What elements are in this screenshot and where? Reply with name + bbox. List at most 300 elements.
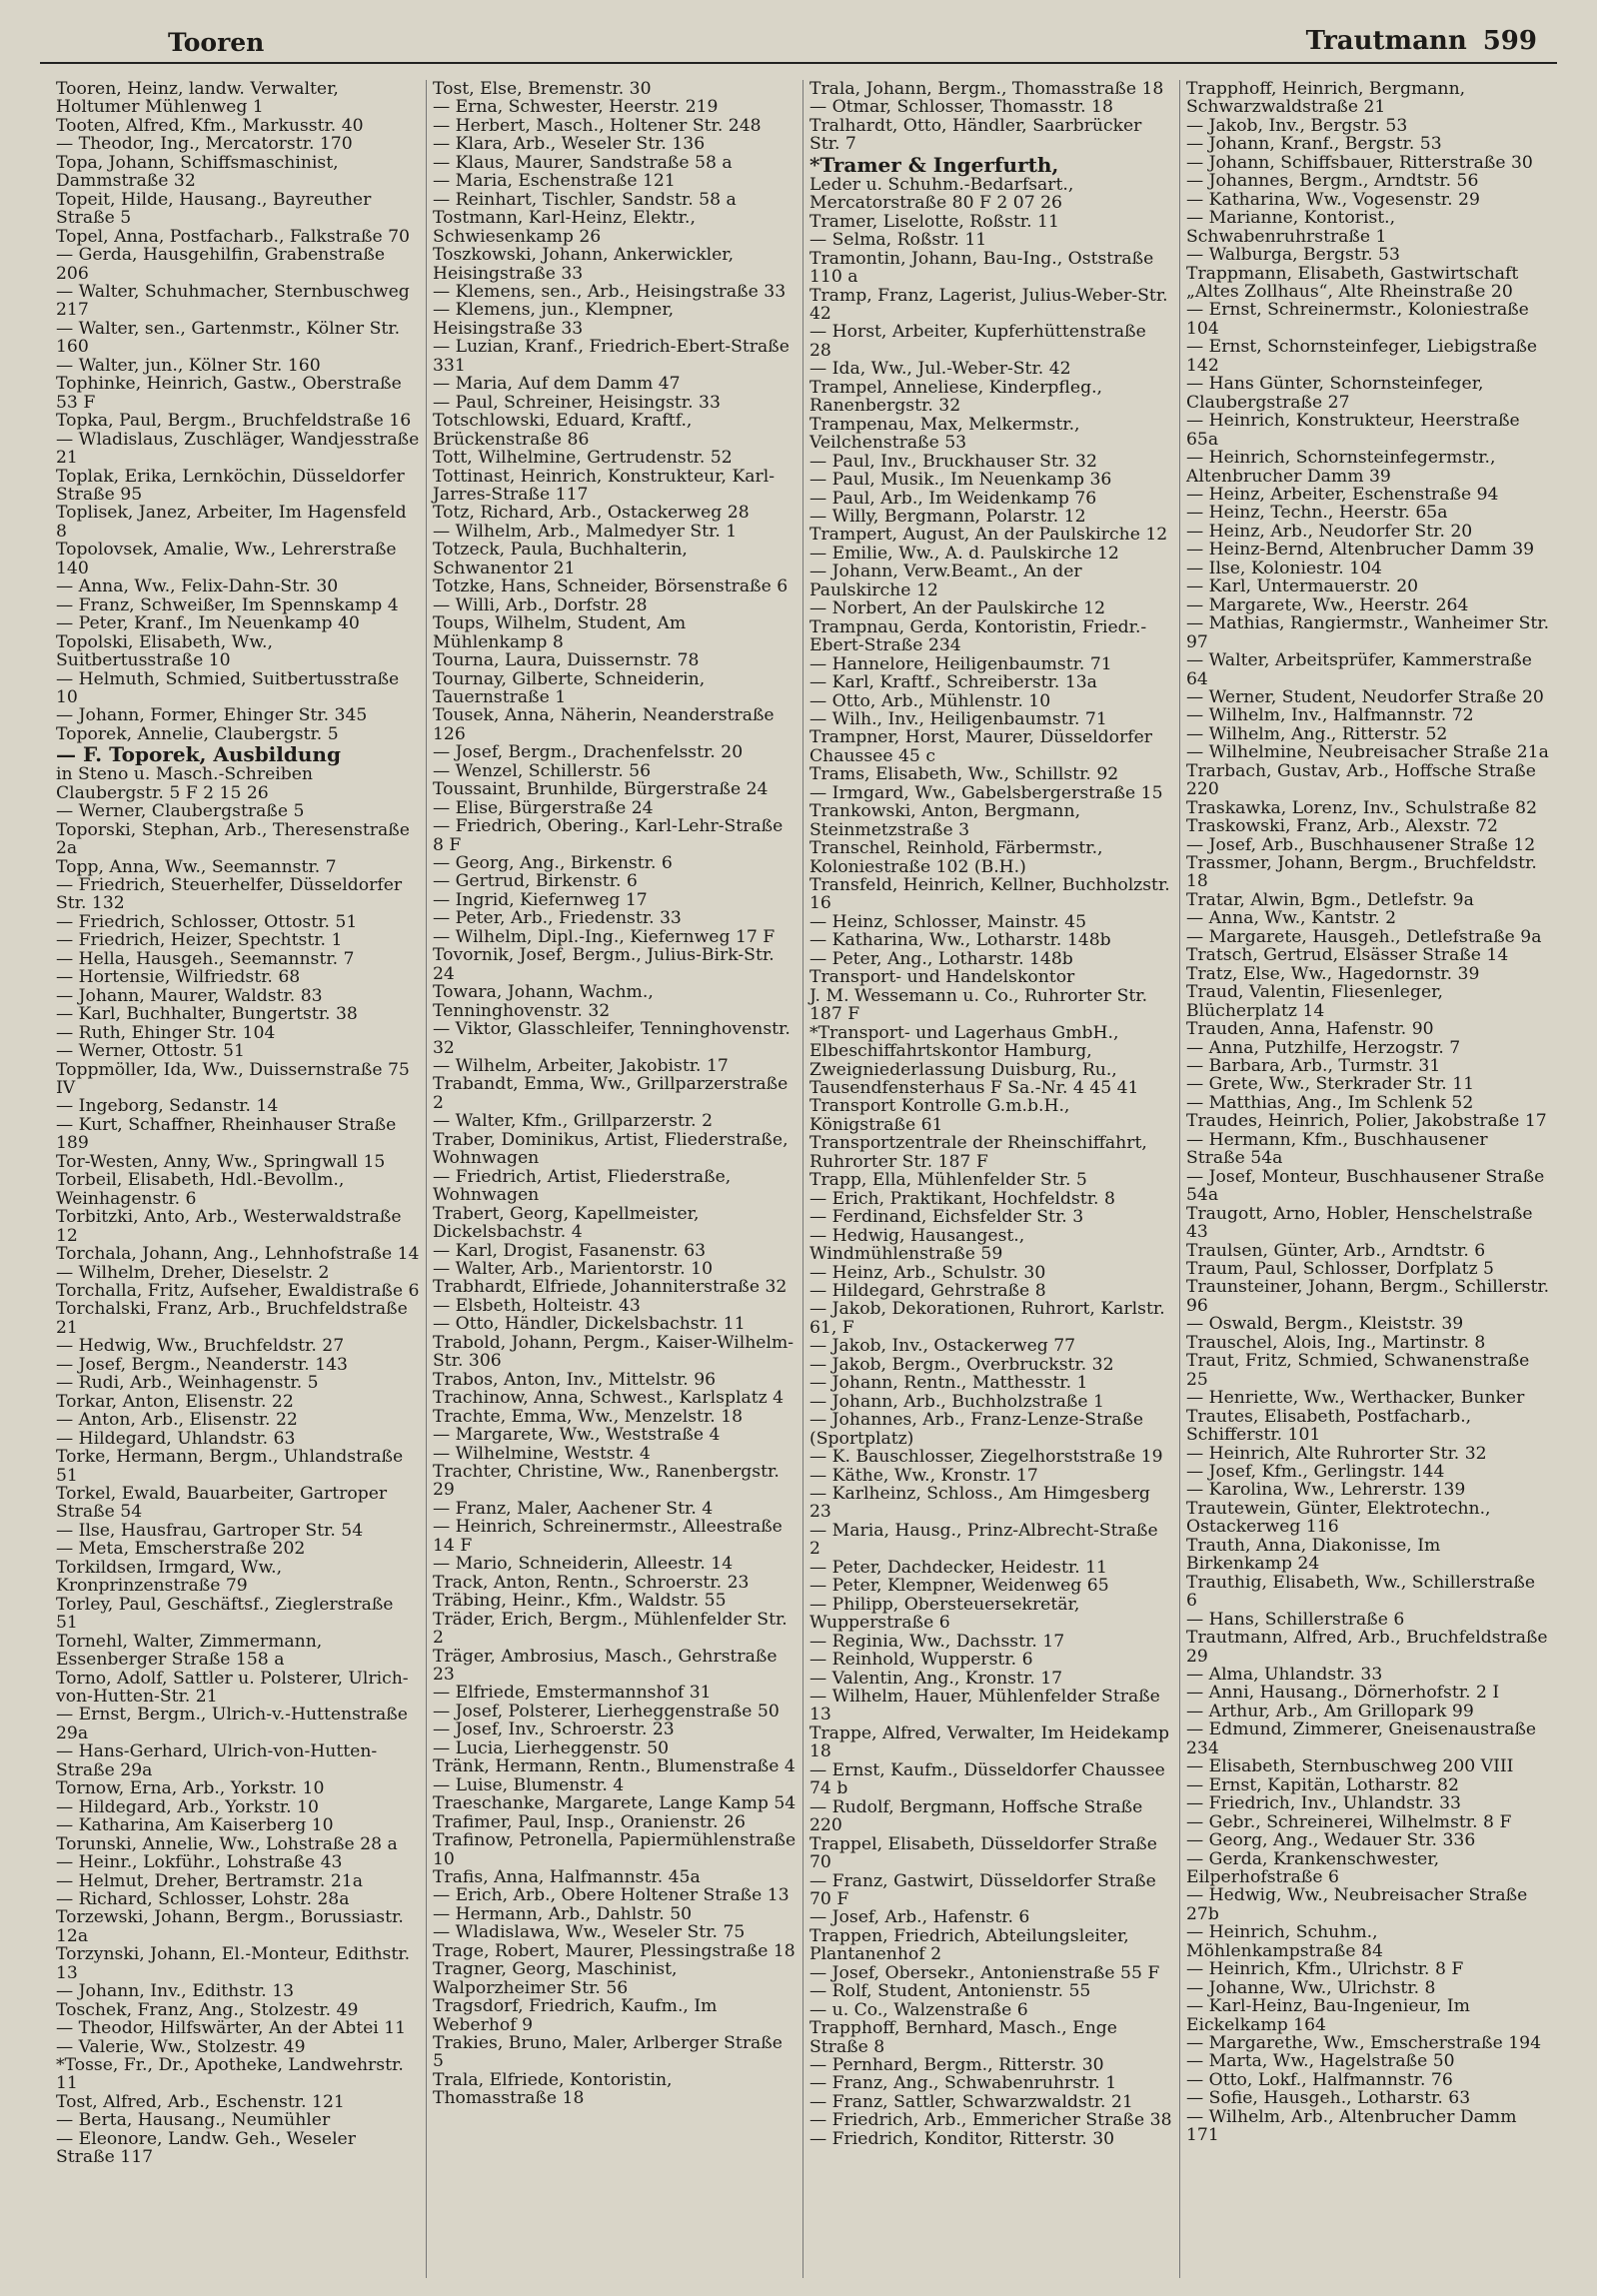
directory-entry: — Ernst, Kapitän, Lotharstr. 82 [1186, 1774, 1459, 1795]
directory-entry: — Walter, jun., Kölner Str. 160 [56, 355, 321, 376]
directory-entry: Towara, Johann, Wachm., Tenninghovenstr. 32 [433, 982, 654, 1021]
directory-entry: — Ingrid, Kiefernweg 17 [433, 889, 648, 910]
directory-entry: — Elfriede, Emstermannshof 31 [433, 1683, 712, 1704]
directory-entry: — Maria, Auf dem Damm 47 [433, 374, 681, 395]
page-header [40, 22, 1557, 64]
directory-entry: — Maria, Eschenstraße 121 [433, 171, 676, 192]
directory-entry: — Jakob, Inv., Bergstr. 53 [1186, 115, 1408, 136]
directory-entry: Tooten, Alfred, Kfm., Markusstr. 40 [56, 115, 364, 136]
directory-entry: — Johann, Rentn., Matthesstr. 1 [809, 1373, 1088, 1394]
directory-entry: Tost, Else, Bremenstr. 30 [433, 80, 652, 99]
directory-entry: — Anni, Hausang., Dörnerhofstr. 2 I [1186, 1683, 1500, 1704]
directory-entry: — Pernhard, Bergm., Ritterstr. 30 [809, 2055, 1104, 2076]
directory-entry: Traskowski, Franz, Arb., Alexstr. 72 [1186, 816, 1498, 837]
directory-entry: *Transport- und Lagerhaus GmbH., [809, 1022, 1119, 1043]
directory-entry: — Hans Günter, Schornsteinfeger, Claubergstraße 27 [1186, 374, 1484, 413]
directory-entry: Trautes, Elisabeth, Postfacharb., Schifferstr. 101 [1186, 1406, 1472, 1446]
directory-entry: — Richard, Schlosser, Lohstr. 28a [56, 1888, 350, 1909]
directory-entry: — Helmut, Dreher, Bertramstr. 21a [56, 1870, 363, 1891]
directory-entry: Toussaint, Brunhilde, Bürgerstraße 24 [433, 779, 769, 800]
directory-entry: — Reinhold, Wupperstr. 6 [809, 1650, 1033, 1671]
directory-entry: — Otto, Lokf., Halfmannstr. 76 [1186, 2069, 1453, 2090]
directory-entry: Trabold, Johann, Pergm., Kaiser-Wilhelm-Str. 306 [433, 1332, 795, 1372]
directory-entry: — Marta, Ww., Hagelstraße 50 [1186, 2051, 1455, 2072]
directory-entry: — Karl, Buchhalter, Bungertstr. 38 [56, 1004, 358, 1025]
directory-entry: Trabos, Anton, Inv., Mittelstr. 96 [433, 1369, 717, 1390]
directory-entry: — Wilhelm, Arbeiter, Jakobistr. 17 [433, 1056, 729, 1077]
directory-entry: — Hortensie, Wilfriedstr. 68 [56, 967, 301, 988]
column-2 [427, 80, 803, 2278]
directory-entry: — Edmund, Zimmerer, Gneisenaustraße 234 [1186, 1720, 1537, 1758]
directory-entry: — Gerda, Hausgehilfin, Grabenstraße 206 [56, 245, 386, 284]
directory-entry: Tournay, Gilberte, Schneiderin, Tauernstraße 1 [433, 668, 706, 707]
directory-entry: Träder, Erich, Bergm., Mühlenfelder Str. 2 [433, 1609, 788, 1649]
directory-entry: — Hildegard, Gehrstraße 8 [809, 1281, 1046, 1301]
directory-entry: Traugott, Arno, Hobler, Henschelstraße 43 [1186, 1203, 1533, 1243]
directory-entry: Tovornik, Josef, Bergm., Julius-Birk-Str. 24 [433, 945, 775, 984]
column-1 [50, 80, 427, 2278]
directory-entry: — Margarete, Hausgeh., Detlefstraße 9a [1186, 926, 1542, 947]
directory-entry: Träger, Ambrosius, Masch., Gehrstraße 23 [433, 1646, 778, 1685]
directory-entry: Trampner, Horst, Maurer, Düsseldorfer Chaussee 45 c [809, 727, 1152, 766]
directory-entry: Topolovsek, Amalie, Ww., Lehrerstraße 140 [56, 540, 397, 578]
directory-entry: Torbitzki, Anto, Arb., Westerwaldstraße 12 [56, 1207, 402, 1246]
directory-entry: — Josef, Arb., Buschhausener Straße 12 [1186, 834, 1536, 855]
directory-entry: Trampel, Anneliese, Kinderpfleg., Ranenbergstr. 32 [809, 377, 1102, 417]
directory-entry: *Tosse, Fr., Dr., Apotheke, Landwehrstr. 11 [56, 2055, 404, 2094]
directory-entry: Traudes, Heinrich, Polier, Jakobstraße 17 [1186, 1111, 1547, 1132]
directory-entry: — Ilse, Koloniestr. 104 [1186, 558, 1382, 578]
directory-entry: Trakies, Bruno, Maler, Arlberger Straße 5 [433, 2033, 783, 2072]
directory-entry: — K. Bauschlosser, Ziegelhorststraße 19 [809, 1447, 1163, 1468]
directory-entry: Trage, Robert, Maurer, Plessingstraße 18 [433, 1940, 796, 1961]
directory-entry: Tratsch, Gertrud, Elsässer Straße 14 [1186, 945, 1509, 966]
directory-entry: Torley, Paul, Geschäftsf., Zieglerstraße 51 [56, 1594, 394, 1634]
directory-entry: — Klara, Arb., Weseler Str. 136 [433, 134, 706, 155]
directory-entry: — Viktor, Glasschleifer, Tenninghovenstr. 32 [433, 1019, 791, 1058]
directory-entry: Trauthig, Elisabeth, Ww., Schillerstraße 6 [1186, 1572, 1536, 1612]
directory-entry: Traskawka, Lorenz, Inv., Schulstraße 82 [1186, 797, 1538, 818]
directory-entry: — Anna, Ww., Felix-Dahn-Str. 30 [56, 576, 339, 597]
directory-entry: Totzke, Hans, Schneider, Börsenstraße 6 [433, 576, 789, 597]
columns [50, 80, 1559, 2278]
directory-entry: — Otto, Arb., Mühlenstr. 10 [809, 690, 1051, 711]
directory-entry: Trampert, August, An der Paulskirche 12 [809, 525, 1168, 546]
directory-entry: — Lucia, Lierheggenstr. 50 [433, 1737, 670, 1758]
directory-entry: — Walburga, Bergstr. 53 [1186, 245, 1400, 266]
directory-entry: — Heinz-Bernd, Altenbrucher Damm 39 [1186, 540, 1535, 561]
directory-entry: Trappen, Friedrich, Abteilungsleiter, Plantanenhof 2 [809, 1925, 1129, 1965]
directory-entry: — Ernst, Kaufm., Düsseldorfer Chaussee 74 b [809, 1759, 1165, 1799]
directory-entry: Tratz, Else, Ww., Hagedornstr. 39 [1186, 963, 1480, 984]
directory-entry: Torbeil, Elisabeth, Hdl.-Bevollm., Weinhagenstr. 6 [56, 1170, 345, 1209]
directory-entry: — Wenzel, Schillerstr. 56 [433, 760, 652, 781]
directory-entry: — Erich, Praktikant, Hochfeldstr. 8 [809, 1188, 1115, 1209]
directory-entry: Toporek, Annelie, Claubergstr. 5 [56, 723, 339, 744]
directory-entry: Tramontin, Johann, Bau-Ing., Oststraße 110 a [809, 248, 1154, 288]
directory-entry: — Reinhart, Tischler, Sandstr. 58 a [433, 189, 737, 210]
directory-entry: — Friedrich, Schlosser, Ottostr. 51 [56, 911, 358, 932]
directory-entry: Tratar, Alwin, Bgm., Detlefstr. 9a [1186, 889, 1474, 910]
directory-entry: Tränk, Hermann, Rentn., Blumenstraße 4 [433, 1756, 796, 1777]
directory-entry: — Ida, Ww., Jul.-Weber-Str. 42 [809, 359, 1071, 380]
directory-entry: — Gertrud, Birkenstr. 6 [433, 871, 638, 892]
directory-entry: — Herbert, Masch., Holtener Str. 248 [433, 115, 762, 136]
directory-entry: — Heinz, Arbeiter, Eschenstraße 94 [1186, 484, 1499, 505]
directory-entry: — Erich, Arb., Obere Holtener Straße 13 [433, 1885, 790, 1906]
directory-entry: Trabert, Georg, Kapellmeister, Dickelsbachstr. 4 [433, 1203, 700, 1243]
directory-entry: — Valentin, Ang., Kronstr. 17 [809, 1668, 1063, 1689]
directory-entry: Transportzentrale der Rheinschiffahrt, Ruhrorter Str. 187 F [809, 1133, 1147, 1172]
directory-entry: Toplak, Erika, Lernköchin, Düsseldorfer Straße 95 [56, 466, 405, 505]
directory-entry: — Wilhelm, Ang., Ritterstr. 52 [1186, 723, 1448, 744]
directory-entry: — Friedrich, Arb., Emmericher Straße 38 [809, 2110, 1172, 2131]
directory-entry: — Barbara, Arb., Turmstr. 31 [1186, 1056, 1441, 1077]
directory-entry: — Karlheinz, Schloss., Am Himgesberg 23 [809, 1483, 1150, 1523]
directory-entry: — Reginia, Ww., Dachsstr. 17 [809, 1631, 1065, 1652]
directory-entry: — Werner, Claubergstraße 5 [56, 801, 305, 822]
directory-entry: Tragsdorf, Friedrich, Kaufm., Im Weberhof 9 [433, 1996, 718, 2035]
directory-entry: Tousek, Anna, Näherin, Neanderstraße 126 [433, 705, 775, 744]
directory-entry: Tor-Westen, Anny, Ww., Springwall 15 [56, 1151, 386, 1172]
directory-entry: — Friedrich, Inv., Uhlandstr. 33 [1186, 1793, 1461, 1814]
directory-entry: — Walter, Arbeitsprüfer, Kammerstraße 64 [1186, 650, 1532, 689]
directory-entry: — Ingeborg, Sedanstr. 14 [56, 1096, 279, 1117]
directory-entry: — Peter, Arb., Friedenstr. 33 [433, 908, 682, 929]
directory-entry: — Irmgard, Ww., Gabelsbergerstraße 15 [809, 782, 1163, 803]
directory-entry: Tostmann, Karl-Heinz, Elektr., Schwiesenkamp 26 [433, 208, 696, 247]
directory-entry: Toschek, Franz, Ang., Stolzestr. 49 [56, 1999, 359, 2020]
directory-entry: — Otmar, Schlosser, Thomasstr. 18 [809, 97, 1113, 118]
directory-entry: — Johann, Verw.Beamt., An der Paulskirche 12 [809, 562, 1082, 600]
directory-entry: Toporski, Stephan, Arb., Theresenstraße 2a [56, 819, 410, 859]
directory-entry: — Klaus, Maurer, Sandstraße 58 a [433, 152, 733, 173]
directory-entry: — Ferdinand, Eichsfelder Str. 3 [809, 1207, 1084, 1228]
header-left-keyword: Tooren [168, 28, 265, 57]
directory-entry: — Peter, Dachdecker, Heidestr. 11 [809, 1557, 1107, 1578]
directory-entry: — Hans, Schillerstraße 6 [1186, 1609, 1405, 1630]
directory-entry: — Wilhelm, Arb., Altenbrucher Damm 171 [1186, 2106, 1517, 2146]
directory-entry: — Josef, Inv., Schroerstr. 23 [433, 1720, 675, 1740]
directory-entry: — Margarete, Ww., Weststraße 4 [433, 1425, 721, 1446]
directory-entry: — Klemens, sen., Arb., Heisingstraße 33 [433, 281, 787, 302]
directory-entry: Traum, Paul, Schlosser, Dorfplatz 5 [1186, 1259, 1494, 1279]
directory-entry: — Valerie, Ww., Stolzestr. 49 [56, 2036, 306, 2057]
directory-entry: Trampnau, Gerda, Kontoristin, Friedr.-Ebert-Straße 234 [809, 616, 1147, 656]
directory-entry: — u. Co., Walzenstraße 6 [809, 1999, 1028, 2020]
directory-entry: Trauth, Anna, Diakonisse, Im Birkenkamp 24 [1186, 1535, 1441, 1575]
directory-entry: — Karl-Heinz, Bau-Ingenieur, Im Eickelkamp 164 [1186, 1996, 1470, 2035]
directory-entry: — Friedrich, Steuerhelfer, Düsseldorfer Str. 132 [56, 875, 403, 914]
directory-entry: Träbing, Heinr., Kfm., Waldstr. 55 [433, 1591, 727, 1612]
directory-entry: — Johann, Kranf., Bergstr. 53 [1186, 134, 1442, 155]
directory-entry: — Hannelore, Heiligenbaumstr. 71 [809, 653, 1112, 674]
directory-entry: — Arthur, Arb., Am Grillopark 99 [1186, 1701, 1474, 1722]
directory-entry: Tragner, Georg, Maschinist, Walporzheimer Str. 56 [433, 1959, 678, 1998]
directory-entry: — Katharina, Am Kaiserberg 10 [56, 1815, 334, 1836]
directory-entry: Trarbach, Gustav, Arb., Hoffsche Straße 220 [1186, 760, 1536, 800]
directory-entry: Torkel, Ewald, Bauarbeiter, Gartroper Straße 54 [56, 1483, 388, 1523]
directory-entry: Toszkowski, Johann, Ankerwickler, Heisingstraße 33 [433, 245, 735, 284]
directory-entry: — Emilie, Ww., A. d. Paulskirche 12 [809, 543, 1119, 564]
directory-entry: Trappel, Elisabeth, Düsseldorfer Straße 70 [809, 1833, 1157, 1873]
directory-entry: — Heinrich, Kfm., Ulrichstr. 8 F [1186, 1959, 1464, 1980]
directory-entry: — Sofie, Hausgeh., Lotharstr. 63 [1186, 2088, 1471, 2109]
directory-entry: — Josef, Bergm., Drachenfelsstr. 20 [433, 742, 744, 763]
directory-entry: — Karolina, Ww., Lehrerstr. 139 [1186, 1480, 1466, 1501]
directory-entry: Totschlowski, Eduard, Kraftf., Brückenstraße 86 [433, 411, 693, 450]
directory-entry: Transchel, Reinhold, Färbermstr., Koloniestraße 102 (B.H.) [809, 838, 1103, 877]
directory-entry: — Marianne, Kontorist., Schwabenruhrstraße 1 [1186, 208, 1396, 247]
directory-entry: — Ruth, Ehinger Str. 104 [56, 1022, 276, 1043]
directory-entry: — Theodor, Hilfswärter, An der Abtei 11 [56, 2018, 407, 2039]
directory-entry: Trams, Elisabeth, Ww., Schillstr. 92 [809, 764, 1119, 785]
directory-entry: Tralhardt, Otto, Händler, Saarbrücker Str. 7 [809, 115, 1142, 155]
directory-entry: Leder u. Schuhm.-Bedarfsart., Mercatorstraße 80 F 2 07 26 [809, 174, 1074, 214]
directory-entry: Elbeschiffahrtskontor Hamburg, Zweigniederlassung Duisburg, Ru., Tausendfensterhaus F Sa.-Nr. 4 45 41 [809, 1041, 1139, 1099]
directory-entry: — Anton, Arb., Elisenstr. 22 [56, 1410, 298, 1431]
directory-entry: — Franz, Schweißer, Im Spennskamp 4 [56, 594, 399, 615]
directory-entry: Trankowski, Anton, Bergmann, Steinmetzstraße 3 [809, 801, 1081, 840]
directory-entry: — Eleonore, Landw. Geh., Weseler Straße 117 [56, 2128, 356, 2168]
column-4 [1180, 80, 1557, 2278]
directory-entry: Trapphoff, Heinrich, Bergmann, Schwarzwaldstraße 21 [1186, 80, 1466, 118]
directory-entry: Trala, Elfriede, Kontoristin, Thomasstraße 18 [433, 2069, 673, 2109]
directory-entry: — Katharina, Ww., Vogesenstr. 29 [1186, 189, 1480, 210]
directory-entry: — Josef, Bergm., Neanderstr. 143 [56, 1354, 348, 1375]
directory-entry: — Josef, Kfm., Gerlingstr. 144 [1186, 1461, 1445, 1482]
directory-entry: — Heinrich, Schornsteinfegermstr., Altenbrucher Damm 39 [1186, 448, 1496, 487]
directory-entry: — Ernst, Schreinermstr., Koloniestraße 104 [1186, 300, 1529, 339]
directory-entry: Torunski, Annelie, Ww., Lohstraße 28 a [56, 1833, 398, 1854]
directory-entry: — Heinrich, Schreinermstr., Alleestraße 14 F [433, 1517, 783, 1556]
directory-entry: Totz, Richard, Arb., Ostackerweg 28 [433, 503, 750, 524]
directory-entry: — Hildegard, Arb., Yorkstr. 10 [56, 1796, 319, 1817]
directory-entry: — Ernst, Bergm., Ulrich-v.-Huttenstraße 29a [56, 1705, 408, 1743]
directory-entry: Torchalla, Fritz, Aufseher, Ewaldistraße 6 [56, 1281, 420, 1301]
directory-entry: — Josef, Arb., Hafenstr. 6 [809, 1907, 1030, 1928]
directory-entry: — Mario, Schneiderin, Alleestr. 14 [433, 1554, 734, 1575]
directory-entry: — Rudolf, Bergmann, Hoffsche Straße 220 [809, 1796, 1143, 1836]
directory-entry: Traeschanke, Margarete, Lange Kamp 54 [433, 1793, 797, 1814]
directory-entry: Topolski, Elisabeth, Ww., Suitbertusstraße 10 [56, 631, 273, 671]
directory-entry: J. M. Wessemann u. Co., Ruhrorter Str. 187 F [809, 985, 1148, 1025]
directory-entry: Tramp, Franz, Lagerist, Julius-Weber-Str. 42 [809, 285, 1168, 324]
directory-entry: — Wilhelm, Arb., Malmedyer Str. 1 [433, 521, 738, 542]
directory-entry: — Walter, Schuhmacher, Sternbuschweg 217 [56, 281, 410, 321]
directory-entry: Tooren, Heinz, landw. Verwalter, Holtumer Mühlenweg 1 [56, 80, 339, 118]
directory-entry: Traber, Dominikus, Artist, Fliederstraße, Wohnwagen [433, 1129, 789, 1169]
directory-entry: Trassmer, Johann, Bergm., Bruchfeldstr. 18 [1186, 853, 1537, 892]
directory-entry: — Horst, Arbeiter, Kupferhüttenstraße 28 [809, 322, 1146, 361]
directory-entry: — Elsbeth, Holteistr. 43 [433, 1295, 641, 1316]
directory-entry: — Jakob, Inv., Ostackerweg 77 [809, 1336, 1076, 1357]
directory-entry: — Heinrich, Schuhm., Möhlenkampstraße 84 [1186, 1922, 1383, 1961]
directory-entry: — Mathias, Rangiermstr., Wanheimer Str. 97 [1186, 613, 1550, 652]
directory-entry: — Franz, Gastwirt, Düsseldorfer Straße 70 F [809, 1870, 1156, 1909]
directory-entry: Toups, Wilhelm, Student, Am Mühlenkamp 8 [433, 613, 687, 652]
directory-entry: Transport- und Handelskontor [809, 967, 1075, 988]
directory-entry: Topa, Johann, Schiffsmaschinist, Dammstraße 32 [56, 152, 339, 192]
directory-entry: *Tramer & Ingerfurth, [809, 152, 1059, 177]
directory-entry: — Hans-Gerhard, Ulrich-von-Hutten-Straße 29a [56, 1741, 378, 1780]
directory-entry: Toppmöller, Ida, Ww., Duissernstraße 75 IV [56, 1059, 410, 1099]
directory-entry: — Wilhelm, Hauer, Mühlenfelder Straße 13 [809, 1686, 1160, 1725]
directory-entry: — Paul, Schreiner, Heisingstr. 33 [433, 392, 721, 413]
header-right [1306, 26, 1537, 56]
directory-entry: — Franz, Ang., Schwabenruhrstr. 1 [809, 2073, 1117, 2094]
directory-entry: — Walter, sen., Gartenmstr., Kölner Str. 160 [56, 318, 401, 358]
directory-entry: in Steno u. Masch.-Schreiben Claubergstr. 5 F 2 15 26 [56, 764, 313, 803]
directory-entry: Transfeld, Heinrich, Kellner, Buchholzstr. 16 [809, 875, 1170, 914]
directory-entry: — Anna, Ww., Kantstr. 2 [1186, 908, 1397, 929]
directory-entry: — Philipp, Obersteuersekretär, Wupperstraße 6 [809, 1594, 1080, 1634]
directory-entry: Torkar, Anton, Elisenstr. 22 [56, 1391, 294, 1412]
directory-entry: — Margarethe, Ww., Emscherstraße 194 [1186, 2033, 1542, 2054]
directory-entry: — Peter, Ang., Lotharstr. 148b [809, 948, 1073, 969]
directory-entry: — Josef, Polsterer, Lierheggenstraße 50 [433, 1701, 780, 1722]
directory-entry: — Alma, Uhlandstr. 33 [1186, 1664, 1383, 1685]
directory-entry: Trautewein, Günter, Elektrotechn., Ostackerweg 116 [1186, 1498, 1491, 1538]
directory-entry: — Meta, Emscherstraße 202 [56, 1539, 306, 1560]
directory-entry: Trauschel, Alois, Ing., Martinstr. 8 [1186, 1332, 1486, 1353]
directory-entry: — Johann, Schiffsbauer, Ritterstraße 30 [1186, 152, 1533, 173]
directory-entry: — Matthias, Ang., Im Schlenk 52 [1186, 1092, 1474, 1113]
directory-entry: — Werner, Student, Neudorfer Straße 20 [1186, 686, 1544, 707]
directory-entry: Topp, Anna, Ww., Seemannstr. 7 [56, 856, 337, 877]
directory-entry: — Josef, Monteur, Buschhausener Straße 54a [1186, 1166, 1545, 1206]
directory-entry: Trala, Johann, Bergm., Thomasstraße 18 [809, 80, 1164, 99]
directory-entry: — Wilhelm, Dipl.-Ing., Kiefernweg 17 F [433, 926, 776, 947]
directory-entry: — F. Toporek, Ausbildung [56, 742, 341, 767]
directory-entry: — Erna, Schwester, Heerstr. 219 [433, 97, 719, 118]
directory-entry: Tornow, Erna, Arb., Yorkstr. 10 [56, 1778, 325, 1799]
directory-entry: — Katharina, Ww., Lotharstr. 148b [809, 930, 1111, 951]
directory-entry: Trafinow, Petronella, Papiermühlenstraße 10 [433, 1830, 797, 1869]
directory-entry: — Johann, Arb., Buchholzstraße 1 [809, 1391, 1104, 1412]
directory-entry: — Walter, Kfm., Grillparzerstr. 2 [433, 1111, 714, 1132]
directory-entry: — Hedwig, Ww., Neubreisacher Straße 27b [1186, 1885, 1528, 1924]
directory-entry: Toplisek, Janez, Arbeiter, Im Hagensfeld 8 [56, 503, 407, 542]
directory-entry: Traut, Fritz, Schmied, Schwanenstraße 25 [1186, 1351, 1530, 1390]
directory-entry: Trapphoff, Bernhard, Masch., Enge Straße 8 [809, 2018, 1117, 2057]
directory-entry: — Heinrich, Alte Ruhrorter Str. 32 [1186, 1443, 1487, 1464]
directory-entry: — Elise, Bürgerstraße 24 [433, 797, 654, 818]
directory-entry: — Wilh., Inv., Heiligenbaumstr. 71 [809, 708, 1107, 729]
directory-entry: — Norbert, An der Paulskirche 12 [809, 598, 1106, 619]
directory-entry: — Peter, Kranf., Im Neuenkamp 40 [56, 613, 360, 634]
directory-entry: — Hildegard, Uhlandstr. 63 [56, 1428, 296, 1449]
directory-entry: Trappe, Alfred, Verwalter, Im Heidekamp 18 [809, 1722, 1169, 1762]
directory-entry: — Heinz, Schlosser, Mainstr. 45 [809, 911, 1087, 932]
directory-entry: — Johann, Inv., Edithstr. 13 [56, 1981, 295, 2002]
directory-entry: — Henriette, Ww., Werthacker, Bunker [1186, 1388, 1525, 1409]
directory-entry: — Walter, Arb., Marientorstr. 10 [433, 1259, 714, 1279]
directory-entry: — Jakob, Dekorationen, Ruhrort, Karlstr. 61, F [809, 1299, 1165, 1338]
directory-entry: — Klemens, jun., Klempner, Heisingstraße 33 [433, 300, 675, 339]
page-number: 599 [1482, 26, 1537, 56]
directory-entry: Trachter, Christine, Ww., Ranenbergstr. 29 [433, 1461, 780, 1501]
directory-entry: — Ernst, Schornsteinfeger, Liebigstraße 142 [1186, 337, 1538, 376]
directory-entry: Topel, Anna, Postfacharb., Falkstraße 70 [56, 226, 410, 247]
directory-entry: — Hedwig, Ww., Bruchfeldstr. 27 [56, 1336, 345, 1357]
directory-entry: — Karl, Drogist, Fasanenstr. 63 [433, 1240, 707, 1261]
directory-entry: — Paul, Musik., Im Neuenkamp 36 [809, 470, 1112, 491]
directory-entry: — Oswald, Bergm., Kleiststr. 39 [1186, 1314, 1464, 1335]
directory-entry: — Jakob, Bergm., Overbruckstr. 32 [809, 1354, 1114, 1375]
directory-entry: Torkildsen, Irmgard, Ww., Kronprinzenstraße 79 [56, 1557, 283, 1597]
directory-entry: — Wladislawa, Ww., Weseler Str. 75 [433, 1922, 746, 1943]
directory-entry: — Hella, Hausgeh., Seemannstr. 7 [56, 948, 355, 969]
column-3 [803, 80, 1180, 2278]
directory-entry: — Friedrich, Obering., Karl-Lehr-Straße 8 F [433, 816, 784, 855]
directory-entry: Trafis, Anna, Halfmannstr. 45a [433, 1866, 701, 1887]
directory-entry: — Friedrich, Artist, Fliederstraße, Wohnwagen [433, 1166, 732, 1206]
directory-entry: Torzewski, Johann, Bergm., Borussiastr. 12a [56, 1907, 404, 1946]
directory-entry: — Wilhelm, Dreher, Dieselstr. 2 [56, 1262, 330, 1283]
directory-entry: Trabandt, Emma, Ww., Grillparzerstraße 2 [433, 1074, 789, 1113]
directory-entry: — Paul, Inv., Bruckhauser Str. 32 [809, 451, 1097, 472]
directory-entry: — Heinz, Techn., Heerstr. 65a [1186, 503, 1448, 524]
directory-entry: — Willy, Bergmann, Polarstr. 12 [809, 506, 1086, 527]
directory-entry: — Theodor, Ing., Mercatorstr. 170 [56, 134, 353, 155]
directory-entry: Traud, Valentin, Fliesenleger, Blücherplatz 14 [1186, 982, 1443, 1021]
directory-entry: Tottinast, Heinrich, Konstrukteur, Karl-Jarres-Straße 117 [433, 466, 776, 505]
directory-entry: Tourna, Laura, Duissernstr. 78 [433, 650, 700, 671]
directory-entry: Trampenau, Max, Melkermstr., Veilchenstraße 53 [809, 414, 1080, 454]
directory-entry: Topka, Paul, Bergm., Bruchfeldstraße 16 [56, 411, 412, 432]
directory-entry: — Georg, Ang., Birkenstr. 6 [433, 853, 673, 874]
directory-entry: — Rolf, Student, Antonienstr. 55 [809, 1981, 1091, 2002]
directory-entry: — Ilse, Hausfrau, Gartroper Str. 54 [56, 1520, 364, 1541]
header-right-keyword: Trautmann [1305, 26, 1467, 56]
directory-entry: Torchala, Johann, Ang., Lehnhofstraße 14 [56, 1244, 420, 1265]
directory-entry: Trafimer, Paul, Insp., Oranienstr. 26 [433, 1811, 746, 1832]
directory-entry: — Helmuth, Schmied, Suitbertusstraße 10 [56, 668, 400, 707]
directory-entry: Torno, Adolf, Sattler u. Polsterer, Ulrich-von-Hutten-Str. 21 [56, 1668, 409, 1707]
directory-entry: — Friedrich, Heizer, Spechtstr. 1 [56, 930, 343, 951]
directory-entry: — Otto, Händler, Dickelsbachstr. 11 [433, 1314, 746, 1335]
directory-entry: Trachinow, Anna, Schwest., Karlsplatz 4 [433, 1388, 785, 1409]
directory-entry: — Gerda, Krankenschwester, Eilperhofstraße 6 [1186, 1848, 1440, 1887]
directory-entry: — Wilhelmine, Neubreisacher Straße 21a [1186, 742, 1549, 763]
directory-entry: — Wilhelm, Inv., Halfmannstr. 72 [1186, 705, 1474, 726]
directory-entry: — Margarete, Ww., Heerstr. 264 [1186, 594, 1469, 615]
directory-entry: Traunsteiner, Johann, Bergm., Schillerstr. 96 [1186, 1277, 1550, 1316]
directory-entry: — Johann, Maurer, Waldstr. 83 [56, 985, 323, 1006]
directory-entry: — Maria, Hausg., Prinz-Albrecht-Straße 2 [809, 1520, 1158, 1560]
directory-entry: — Grete, Ww., Sterkrader Str. 11 [1186, 1074, 1475, 1095]
directory-entry: Totzeck, Paula, Buchhalterin, Schwanentor 21 [433, 540, 688, 578]
directory-entry: Tost, Alfred, Arb., Eschenstr. 121 [56, 2091, 345, 2112]
directory-entry: — Luise, Blumenstr. 4 [433, 1774, 625, 1795]
directory-entry: Tophinke, Heinrich, Gastw., Oberstraße 53 F [56, 374, 402, 413]
directory-entry: Transport Kontrolle G.m.b.H., Königstraße 61 [809, 1096, 1070, 1135]
directory-entry: Torzynski, Johann, El.-Monteur, Edithstr. 13 [56, 1944, 411, 1983]
directory-entry: — Gebr., Schreinerei, Wilhelmstr. 8 F [1186, 1811, 1512, 1832]
directory-entry: — Franz, Sattler, Schwarzwaldstr. 21 [809, 2091, 1133, 2112]
directory-entry: Tornehl, Walter, Zimmermann, Essenberger Straße 158 a [56, 1631, 323, 1671]
directory-entry: Trappmann, Elisabeth, Gastwirtschaft „Altes Zollhaus“, Alte Rheinstraße 20 [1186, 263, 1519, 302]
directory-entry: — Hermann, Kfm., Buschhausener Straße 54a [1186, 1129, 1488, 1169]
directory-entry: — Elisabeth, Sternbuschweg 200 VIII [1186, 1756, 1514, 1777]
directory-entry: — Willi, Arb., Dorfstr. 28 [433, 594, 648, 615]
directory-entry: — Kurt, Schaffner, Rheinhauser Straße 189 [56, 1114, 397, 1154]
directory-entry: — Johannes, Bergm., Arndtstr. 56 [1186, 171, 1479, 192]
directory-entry: — Johann, Former, Ehinger Str. 345 [56, 705, 368, 726]
directory-entry: — Heinz, Arb., Schulstr. 30 [809, 1262, 1046, 1283]
directory-entry: Trabhardt, Elfriede, Johanniterstraße 32 [433, 1277, 788, 1298]
